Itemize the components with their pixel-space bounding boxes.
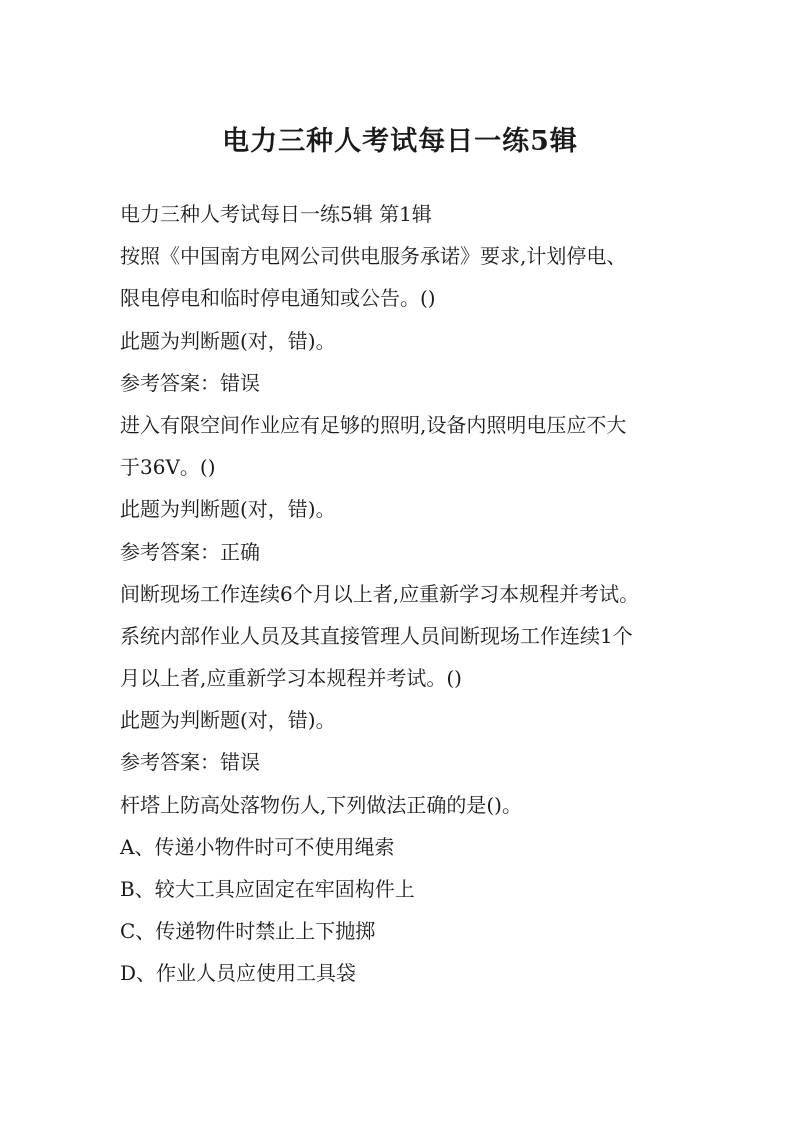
document-body (120, 193, 690, 995)
question-2-answer: 参考答案：正确 (120, 539, 260, 564)
question-3-type-note: 此题为判断题(对，错)。 (120, 708, 336, 733)
document-title: 电力三种人考试每日一练5辑 (222, 126, 578, 157)
question-3-line-1: 间断现场工作连续6个月以上者,应重新学习本规程并考试。 (120, 581, 640, 606)
question-4-option-c: C、传递物件时禁止上下抛掷 (120, 919, 376, 944)
question-3-line-3: 月以上者,应重新学习本规程并考试。() (120, 666, 462, 691)
question-1-line-1: 按照《中国南方电网公司供电服务承诺》要求,计划停电、 (120, 244, 627, 269)
question-2-line-2: 于36V。() (120, 455, 216, 480)
question-1-answer: 参考答案：错误 (120, 370, 260, 395)
question-2-line-1: 进入有限空间作业应有足够的照明,设备内照明电压应不大 (120, 412, 627, 437)
document-subtitle: 电力三种人考试每日一练5辑 第1辑 (120, 202, 432, 226)
question-4-line-1: 杆塔上防高处落物伤人,下列做法正确的是()。 (120, 792, 522, 817)
question-1-line-2: 限电停电和临时停电通知或公告。() (120, 286, 436, 311)
question-1-type-note: 此题为判断题(对，错)。 (120, 328, 336, 353)
question-4-option-a: A、传递小物件时可不使用绳索 (120, 834, 395, 859)
question-4-option-b: B、较大工具应固定在牢固构件上 (120, 877, 415, 901)
question-2-type-note: 此题为判断题(对，错)。 (120, 497, 336, 522)
question-3-answer: 参考答案：错误 (120, 750, 260, 775)
question-3-line-2: 系统内部作业人员及其直接管理人员间断现场工作连续1个 (120, 623, 633, 648)
question-4-option-d: D、作业人员应使用工具袋 (120, 961, 357, 986)
